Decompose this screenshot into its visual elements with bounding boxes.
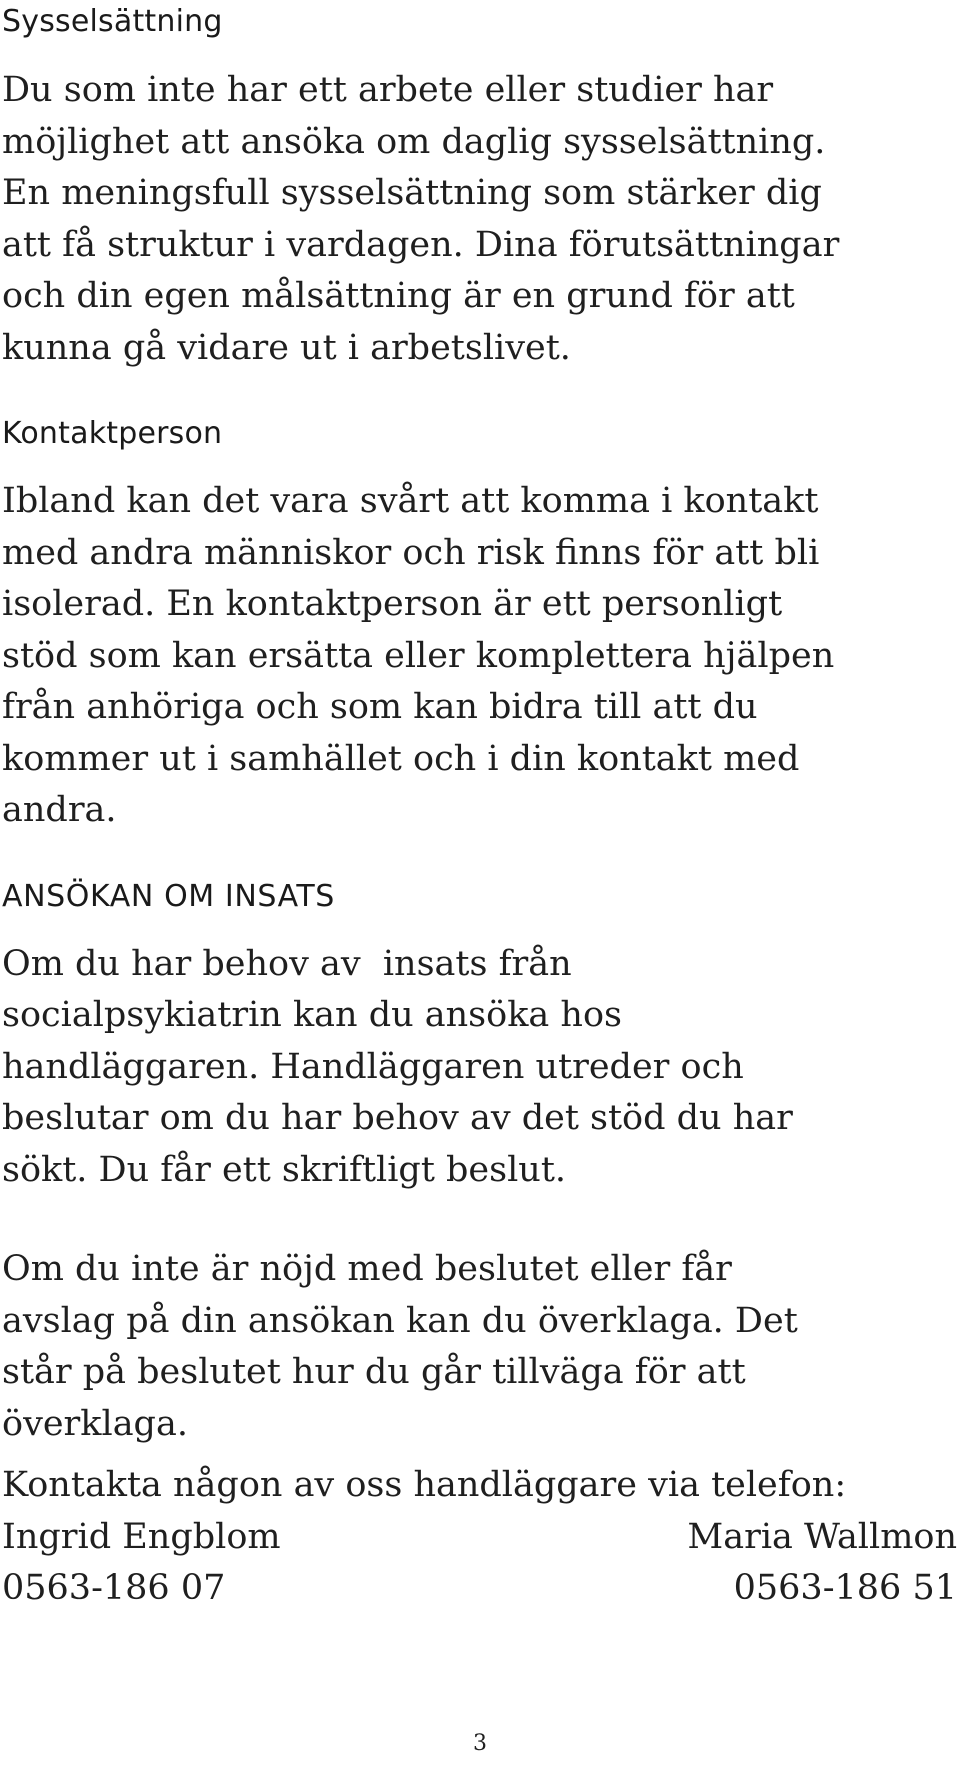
text-line: kunna gå vidare ut i arbetslivet.	[2, 327, 571, 368]
text-line: andra.	[2, 790, 117, 830]
text-line: står på beslutet hur du går tillväga för att	[2, 1352, 746, 1392]
text-line: socialpsykiatrin kan du ansöka hos	[2, 995, 622, 1035]
paragraph-kontaktperson	[2, 476, 957, 837]
text-line: avslag på din ansökan kan du överklaga. Det	[2, 1300, 798, 1341]
section-heading-ansokan: ANSÖKAN OM INSATS	[2, 878, 335, 914]
text-line: och din egen målsättning är en grund för att	[2, 276, 795, 316]
contact-name: Ingrid Engblom	[2, 1516, 281, 1557]
text-line: att få struktur i vardagen. Dina förutsättningar	[2, 224, 840, 265]
contact-intro: Kontakta någon av oss handläggare via telefon:	[2, 1465, 847, 1505]
text-line: överklaga.	[2, 1403, 188, 1444]
text-line: isolerad. En kontaktperson är ett personligt	[2, 584, 783, 624]
text-line: möjlighet att ansöka om daglig sysselsättning.	[2, 121, 826, 162]
text-line: handläggaren. Handläggaren utreder och	[2, 1046, 744, 1087]
document-page	[2, 0, 957, 1615]
contact-phones-row	[2, 1563, 957, 1615]
text-line: sökt. Du får ett skriftligt beslut.	[2, 1149, 567, 1190]
text-line: En meningsfull sysselsättning som stärker dig	[2, 173, 822, 213]
contact-block	[2, 1460, 957, 1615]
text-line: med andra människor och risk finns för att bli	[2, 532, 820, 573]
paragraph-ansokan	[2, 939, 957, 1197]
contact-name: Maria Wallmon	[687, 1516, 957, 1557]
text-line: från anhöriga och som kan bidra till att du	[2, 687, 758, 727]
section-heading-kontaktperson: Kontaktperson	[2, 416, 223, 451]
page-number: 3	[473, 1731, 487, 1756]
paragraph-sysselsattning	[2, 65, 957, 374]
text-line: Om du inte är nöjd med beslutet eller får	[2, 1249, 732, 1289]
text-line: Ibland kan det vara svårt att komma i kontakt	[2, 481, 819, 521]
contact-phone: 0563-186 51	[733, 1568, 957, 1608]
text-line: kommer ut i samhället och i din kontakt med	[2, 738, 800, 779]
text-line: Du som inte har ett arbete eller studier har	[2, 70, 774, 110]
text-line: stöd som kan ersätta eller komplettera hjälpen	[2, 635, 835, 676]
contact-names-row	[2, 1512, 957, 1564]
text-line: beslutar om du har behov av det stöd du har	[2, 1098, 793, 1138]
contact-phone: 0563-186 07	[2, 1568, 226, 1608]
section-heading-sysselsattning: Sysselsättning	[2, 4, 223, 39]
paragraph-overklaga	[2, 1244, 957, 1450]
text-line: Om du har behov av insats från	[2, 943, 572, 984]
